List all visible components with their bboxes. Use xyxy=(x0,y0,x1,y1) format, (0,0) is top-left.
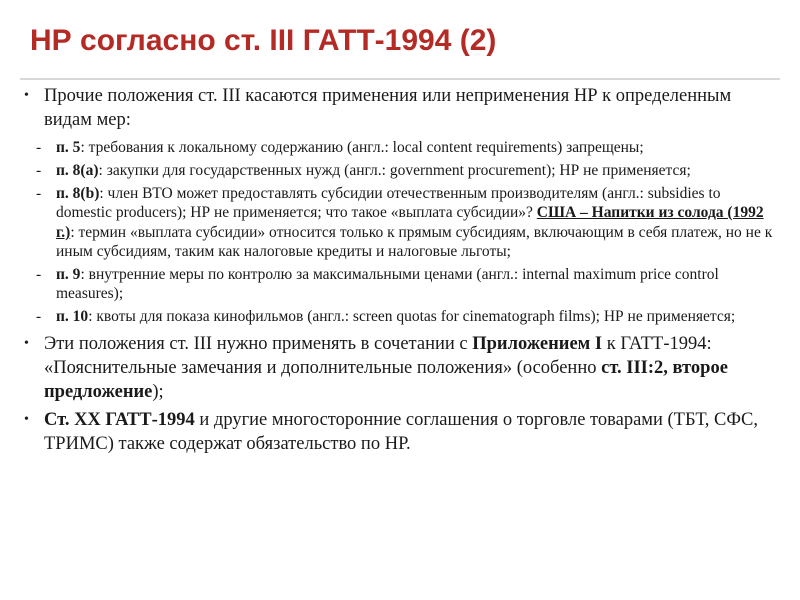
bullet-item-1-text: Прочие положения ст. III касаются применения или неприменения НР к определенным видам мер: xyxy=(44,86,732,130)
sub-item-text: : квоты для показа кинофильмов (англ.: screen quotas for cinematograph films); НР не применяется; xyxy=(88,308,736,325)
bullet-icon: • xyxy=(24,336,29,351)
article-reference: ст. III:2, второе предложение xyxy=(44,358,728,402)
sub-item-label: п. 10 xyxy=(56,308,89,325)
sub-item-label: п. 9 xyxy=(56,266,81,283)
dash-icon: - xyxy=(36,162,42,179)
bullet-item-3 xyxy=(22,408,774,456)
dash-icon: - xyxy=(36,308,42,325)
sub-item-text: : внутренние меры по контролю за максимальными ценами (англ.: internal maximum price control measures); xyxy=(56,266,719,302)
sub-item-label: п. 8(b) xyxy=(56,185,100,202)
sub-item-text: : член ВТО может предоставлять субсидии отечественным производителям (англ.: subsidies to domestic producers); НР не применяется; что такое «выплата субсидии»? xyxy=(56,185,721,221)
bullet-icon: • xyxy=(24,88,29,103)
sub-item-p10 xyxy=(36,307,774,326)
bullet-item-2-text-a: Эти положения ст. III нужно применять в сочетании с xyxy=(44,334,473,354)
dash-icon: - xyxy=(36,266,42,283)
sub-item-label: п. 5 xyxy=(56,139,81,156)
article-xx-reference: Ст. XX ГАТТ-1994 xyxy=(44,410,195,430)
bullet-icon: • xyxy=(24,412,29,427)
bullet-item-2-text-c: ); xyxy=(152,382,164,402)
sub-item-text-cont: : термин «выплата субсидии» относится только к прямым субсидиям, включающим в себя платеж, но не к иным субсидиям, таким как налоговые кредиты и налоговые льготы; xyxy=(56,224,773,260)
bullet-item-2-text-b: к ГАТТ-1994: «Пояснительные замечания и дополнительные положения» (особенно xyxy=(44,334,712,378)
bullet-item-1 xyxy=(22,84,774,132)
sub-list xyxy=(36,138,774,326)
sub-item-label: п. 8(a) xyxy=(56,162,99,179)
bullet-item-2 xyxy=(22,332,774,404)
sub-item-text: : требования к локальному содержанию (англ.: local content requirements) запрещены; xyxy=(80,139,644,156)
sub-item-p5 xyxy=(36,138,774,157)
sub-item-p9 xyxy=(36,265,774,303)
sub-item-p8a xyxy=(36,161,774,180)
case-reference-link[interactable]: США – Напитки из солода (1992 г.) xyxy=(56,204,764,241)
dash-icon: - xyxy=(36,139,42,156)
sub-item-text: : закупки для государственных нужд (англ.: government procurement); НР не применяется; xyxy=(98,162,691,179)
annex-reference: Приложением I xyxy=(472,334,603,354)
sub-item-p8b xyxy=(36,184,774,261)
slide-title: НР согласно ст. III ГАТТ-1994 (2) xyxy=(30,24,497,57)
bullet-item-3-text: и другие многосторонние соглашения о торговле товарами (ТБТ, СФС, ТРИМС) также содержат обязательство по НР. xyxy=(44,410,758,454)
dash-icon: - xyxy=(36,185,42,202)
title-divider xyxy=(20,78,780,80)
slide-content xyxy=(22,84,774,460)
